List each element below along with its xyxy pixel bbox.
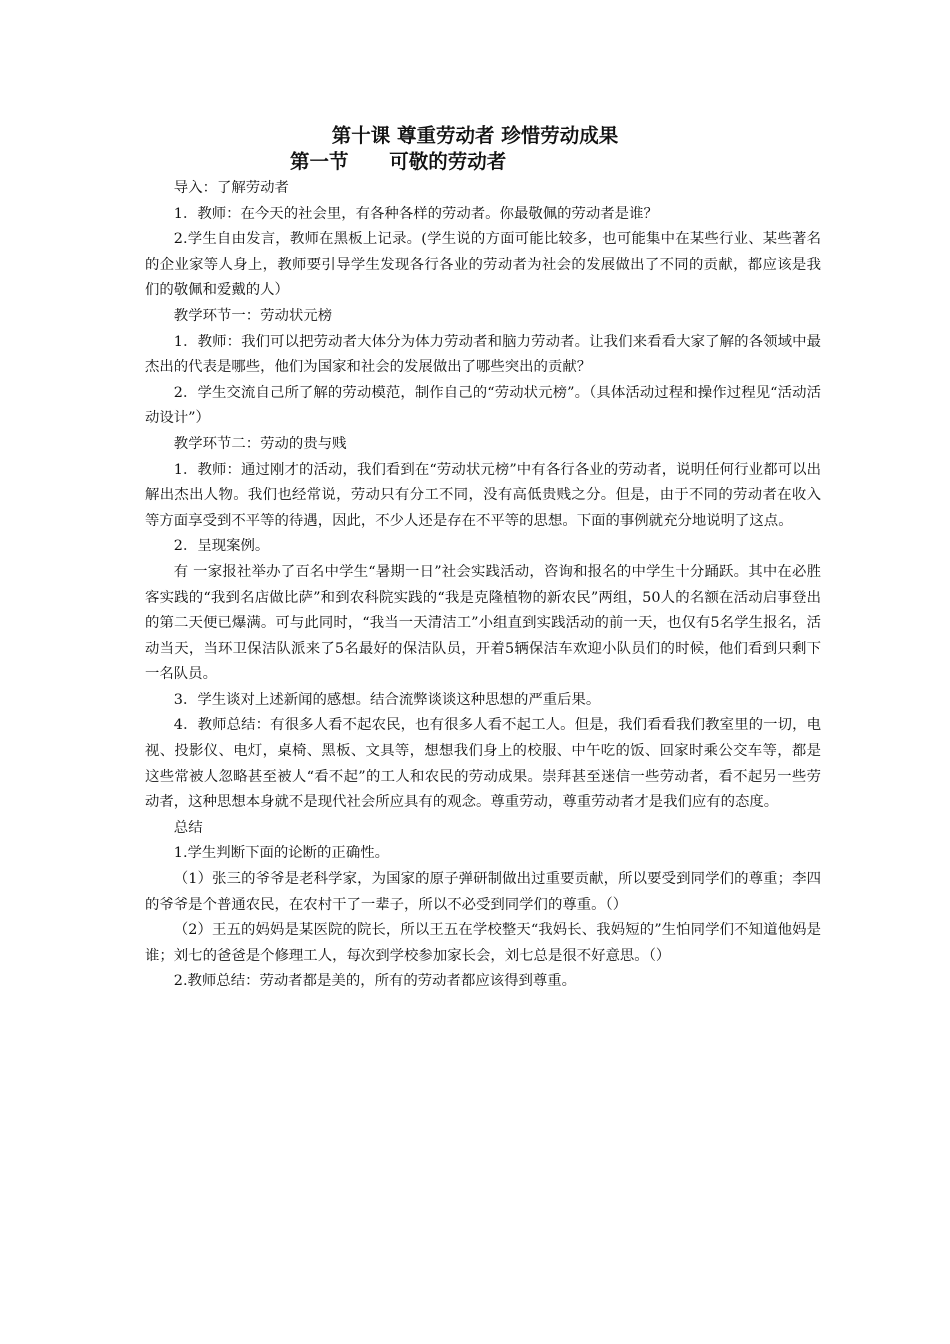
section-title: 第一节 可敬的劳动者 — [290, 150, 507, 173]
paragraph: 1.学生判断下面的论断的正确性。 — [173, 845, 389, 862]
paragraph: 2.教师总结：劳动者都是美的，所有的劳动者都应该得到尊重。 — [173, 973, 577, 990]
paragraph-intro-heading: 导入：了解劳动者 — [173, 180, 289, 196]
paragraph: 1．教师：在今天的社会里，有各种各样的劳动者。你最敬佩的劳动者是谁？ — [173, 205, 658, 222]
paragraph-question: （2）王五的妈妈是某医院的院长，所以王五在学校整天“我妈长、我妈短的”生怕同学们不知道他妈是谁；刘七的爸爸是个修理工人，每次到学校参加家长会，刘七总是很不好意思。（） — [145, 922, 821, 964]
document-body — [145, 176, 821, 995]
paragraph: 1．教师：我们可以把劳动者大体分为体力劳动者和脑力劳动者。让我们来看看大家了解的各领域中最杰出的代表是哪些，他们为国家和社会的发展做出了哪些突出的贡献？ — [145, 333, 821, 376]
paragraph-section-heading: 教学环节二：劳动的贵与贱 — [173, 435, 347, 452]
paragraph: 4．教师总结：有很多人看不起农民，也有很多人看不起工人。但是，我们看看我们教室里的一切，电视、投影仪、电灯，桌椅、黑板、文具等，想想我们身上的校服、中午吃的饭、回家时乘公交车等，都是这些常被人忽略甚至被人“看不起”的工人和农民的劳动成果。崇拜甚至迷信一些劳动者，看不起另一些劳动者，这种思想本身就不是现代社会所应具有的观念。尊重劳动，尊重劳动者才是我们应有的态度。 — [145, 717, 821, 811]
paragraph: 1．教师：通过刚才的活动，我们看到在“劳动状元榜”中有各行各业的劳动者，说明任何行业都可以出解出杰出人物。我们也经常说，劳动只有分工不同，没有高低贵贱之分。但是，由于不同的劳动者在收入等方面享受到不平等的待遇，因此，不少人还是存在不平等的思想。下面的事例就充分地说明了这点。 — [145, 461, 821, 529]
paragraph-section-heading: 教学环节一：劳动状元榜 — [173, 307, 333, 324]
page-title: 第十课 尊重劳动者 珍惜劳动成果 — [331, 124, 619, 147]
paragraph-question: （1）张三的爷爷是老科学家，为国家的原子弹研制做出过重要贡献，所以要受到同学们的尊重；李四的爷爷是个普通农民，在农村干了一辈子，所以不必受到同学们的尊重。（） — [145, 871, 821, 913]
paragraph: 2．呈现案例。 — [173, 538, 270, 555]
paragraph-case-study: 有 一家报社举办了百名中学生“暑期一日”社会实践活动，咨询和报名的中学生十分踊跃。其中在必胜客实践的“我到名店做比萨”和到农科院实践的“我是克隆植物的新农民”两组，50人的名额在活动启事登出的第二天便已爆满。可与此同时，“我当一天清洁工”小组直到实践活动的前一天，也仅有5名学生报名，活动当天，当环卫保洁队派来了5名最好的保洁队员，开着5辆保洁车欢迎小队员们的时候，他们看到只剩下一名队员。 — [145, 563, 821, 683]
paragraph: 3．学生谈对上述新闻的感想。结合流弊谈谈这种思想的严重后果。 — [173, 691, 601, 708]
paragraph-summary-heading: 总结 — [173, 819, 203, 836]
paragraph: 2.学生自由发言，教师在黑板上记录。(学生说的方面可能比较多，也可能集中在某些行业、某些著名的企业家等人身上，教师要引导学生发现各行各业的劳动者为社会的发展做出了不同的贡献，都应该是我们的敬佩和爱戴的人） — [145, 231, 821, 299]
paragraph: 2．学生交流自己所了解的劳动模范，制作自己的“劳动状元榜”。（具体活动过程和操作过程见“活动活动设计”） — [145, 384, 821, 427]
